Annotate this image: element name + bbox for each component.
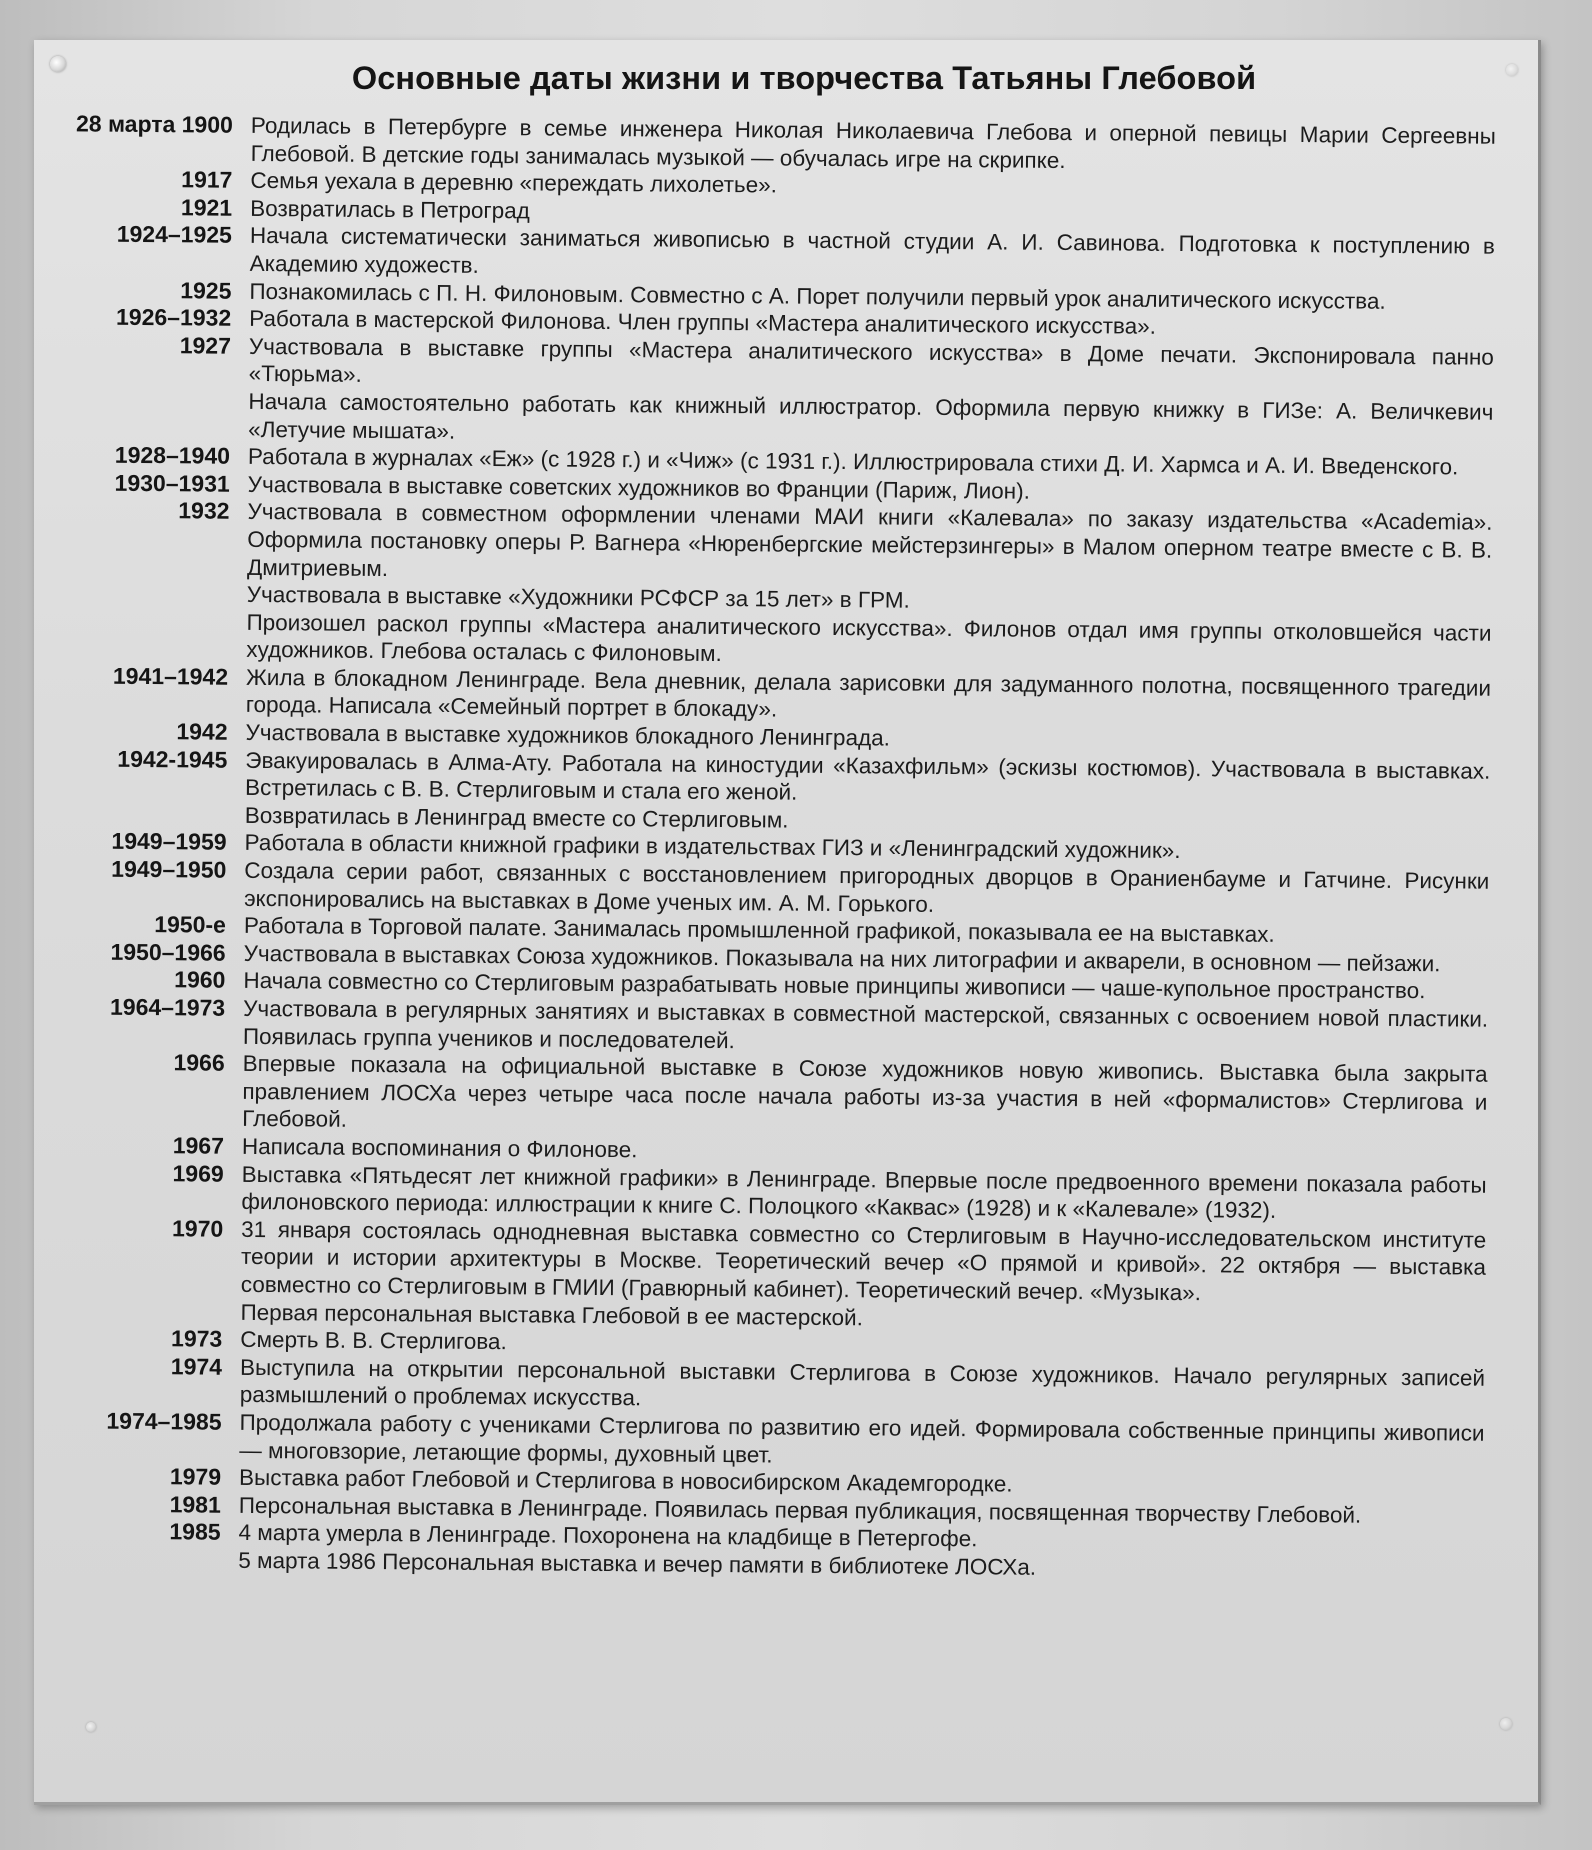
timeline [21, 110, 1538, 1586]
entry-date: 1942-1945 [117, 745, 228, 773]
timeline-entry [21, 1517, 1525, 1585]
entry-paragraph: Выставка работ Глебовой и Стерлигова в новосибирском Академгородке. [238, 1464, 1013, 1497]
timeline-entry [31, 331, 1536, 454]
entry-paragraph: Участвовала в регулярных занятиях и выставках в совместной мастерской, связанных с освоением новой пластики. Появилась группа учеников и последователей. [242, 995, 1489, 1053]
entry-paragraph: Участвовала в выставке группы «Мастера аналитического искусства» в Доме печати. Экспонировала панно «Тюрьма». [248, 333, 1495, 388]
info-panel [34, 40, 1541, 1805]
entry-date: 1964–1973 [109, 993, 226, 1021]
entry-paragraph: Возвратилась в Ленинград вместе со Стерлиговым. [244, 802, 789, 833]
entry-paragraph: Написала воспоминания о Филонове. [241, 1133, 638, 1163]
entry-date: 1949–1950 [111, 855, 227, 883]
entry-paragraph: Работала в мастерской Филонова. Член группы «Мастера аналитического искусства». [249, 306, 1157, 339]
entry-date: 1928–1940 [114, 441, 231, 469]
entry-paragraph: Персональная выставка в Ленинграде. Появилась первая публикация, посвященная творчеству Глебовой. [238, 1492, 1362, 1528]
entry-paragraph: Впервые показала на официальной выставке в Союзе художников новую живопись. Выставка была закрыта правлением ЛОСХа через четыре часа после начала работы из-за участия в ней «формалистов» Стерлигова и Глебовой. [242, 1051, 1488, 1133]
entry-paragraph: Начала систематически заниматься живописью в частной студии А. И. Савинова. Подготовка к поступлению в Академию художеств. [249, 223, 1495, 278]
entry-paragraph: Родилась в Петербурге в семье инженера Николая Николаевича Глебова и оперной певицы Марии Сергеевны Глебовой. В детские годы занималась музыкой — обучалась игре на скрипке. [250, 112, 1496, 173]
entry-paragraph: 31 января состоялась однодневная выставка совместно со Стерлиговым в Научно-исследовательском институте теории и истории архитектуры в Москве. Теоретический вечер «О прямой и кривой». 22 октября — выставка совместно со Стерлиговым в ГМИИ (Гравюрный кабинет). Теоретический вечер. «Музыка». [240, 1216, 1487, 1306]
entry-date: 1969 [172, 1159, 224, 1187]
entry-paragraph: Создала серии работ, связанных с восстановлением пригородных дворцов в Ораниенбауме и Гатчине. Рисунки экспонировались на выставках в Доме ученых им. А. М. Горького. [244, 857, 1490, 917]
entry-date: 1941–1942 [112, 662, 229, 690]
entry-date: 1974 [170, 1352, 223, 1380]
entry-description [240, 1216, 1486, 1337]
entry-description [245, 747, 1491, 841]
entry-paragraph: Семья уехала в деревню «переждать лихолетье». [250, 168, 778, 198]
entry-paragraph: Участвовала в выставках Союза художников. Показывала на них литографии и акварели, в основном — пейзажи. [243, 940, 1441, 977]
entry-paragraph: Первая персональная выставка Глебовой в ее мастерской. [240, 1299, 864, 1330]
entry-paragraph: Работала в Торговой палате. Занималась промышленной графикой, показывала ее на выставках. [243, 913, 1275, 948]
entry-paragraph: 4 марта умерла в Ленинграде. Похоронена на кладбище в Петергофе. [238, 1520, 978, 1552]
entry-paragraph: Смерть В. В. Стерлигова. [240, 1326, 507, 1355]
entry-date: 1981 [169, 1490, 221, 1518]
entry-date: 1967 [172, 1132, 225, 1159]
timeline-entry [25, 1048, 1530, 1144]
entry-date: 1970 [171, 1214, 224, 1242]
entry-paragraph: Выступила на открытии персональной выставки Стерлигова в Союзе художников. Начало регулярных записей размышлений о проблемах искусства. [239, 1354, 1486, 1411]
entry-paragraph: Выставка «Пятьдесят лет книжной графики» в Ленинграде. Впервые после предвоенного времени показала работы филоновского периода: иллюстрации к книге С. Полоцкого «Каквас» (1928) и к «Калевале» (1932). [241, 1161, 1487, 1224]
entry-date: 1932 [178, 497, 230, 525]
screw-icon [86, 1722, 96, 1732]
entry-paragraph: Произошел раскол группы «Мастера аналитического искусства». Филонов отдал имя группы отколовшейся части художников. Глебова осталась с Филоновым. [246, 609, 1492, 667]
entry-date: 1973 [171, 1325, 223, 1352]
entry-description [248, 333, 1494, 454]
entry-date: 1942 [176, 718, 228, 745]
entry-paragraph: Работала в журналах «Еж» (с 1928 г.) и «Чиж» (с 1931 г.). Иллюстрировала стихи Д. И. Хармса и А. И. Введенского. [247, 444, 1459, 480]
entry-paragraph: Участвовала в выставке «Художники РСФСР за 15 лет» в ГРМ. [246, 581, 910, 613]
entry-date: 1927 [179, 332, 232, 359]
timeline-entry [29, 496, 1534, 675]
entry-date: 1950–1966 [110, 938, 226, 966]
entry-date: 1925 [180, 276, 232, 304]
entry-paragraph: Возвратилась в Петроград [250, 195, 530, 224]
entry-paragraph: Работала в области книжной графики в издательствах ГИЗ и «Ленинградский художник». [244, 830, 1181, 864]
entry-date: 1917 [181, 166, 233, 193]
entry-date: 1966 [173, 1049, 225, 1076]
entry-date: 1950-е [154, 911, 227, 938]
entry-paragraph: Продолжала работу с учениками Стерлигова по развитию его идей. Формировала собственные принципы живописи — многовзорие, летающие формы, духовный цвет. [239, 1409, 1485, 1467]
entry-paragraph: 5 марта 1986 Персональная выставка и вечер памяти в библиотеке ЛОСХа. [238, 1547, 1037, 1580]
entry-date: 1960 [174, 966, 226, 994]
entry-date: 1924–1925 [116, 221, 233, 249]
entry-paragraph: Начала совместно со Стерлиговым разрабатывать новые принципы живописи — чаше-купольное пространство. [243, 968, 1426, 1004]
entry-date: 1949–1959 [111, 828, 227, 856]
entry-paragraph: Участвовала в совместном оформлении членами МАИ книги «Калевала» по заказу издательства «Academia». Оформила постановку оперы Р. Вагнера «Нюренбергские мейстерзингеры» в Малом оперном театре вместе с В. В. Дмитриевым. [246, 499, 1493, 581]
timeline-entry [28, 745, 1533, 841]
entry-description [238, 1519, 1483, 1585]
entry-date: 1979 [169, 1463, 222, 1490]
entry-paragraph: Участвовала в выставке художников блокадного Ленинграда. [245, 719, 891, 751]
screw-icon [1500, 1718, 1512, 1730]
entry-date: 1921 [180, 194, 233, 221]
entry-description [242, 1050, 1488, 1144]
entry-paragraph: Начала самостоятельно работать как книжный иллюстратор. Оформила первую книжку в ГИЗе: А. Величкевич «Летучие мышата». [248, 388, 1494, 444]
entry-paragraph: Жила в блокадном Ленинграде. Вела дневник, делала зарисовки для задуманного полотна, посвященного трагедии города. Написала «Семейный портрет в блокаду». [245, 664, 1492, 722]
timeline-entry [23, 1214, 1528, 1337]
entry-description [246, 498, 1492, 674]
entry-date: 28 марта 1900 [75, 110, 233, 138]
entry-paragraph: Участвовала в выставке советских художников во Франции (Париж, Лион). [247, 471, 1031, 504]
entry-date: 1974–1985 [106, 1407, 222, 1435]
entry-date: 1930–1931 [114, 469, 230, 497]
entry-paragraph: Познакомилась с П. Н. Филоновым. Совместно с А. Порет получили первый урок аналитического искусства. [249, 278, 1386, 314]
entry-date: 1985 [169, 1518, 221, 1545]
entry-paragraph: Эвакуировалась в Алма-Ату. Работала на киностудии «Казахфильм» (эскизы костюмов). Участвовала в выставках. Встретилась с В. В. Стерлиговым и стала его женой. [244, 747, 1491, 805]
entry-date: 1926–1932 [115, 303, 232, 331]
panel-title: Основные даты жизни и творчества Татьяны Глебовой [351, 60, 1257, 96]
